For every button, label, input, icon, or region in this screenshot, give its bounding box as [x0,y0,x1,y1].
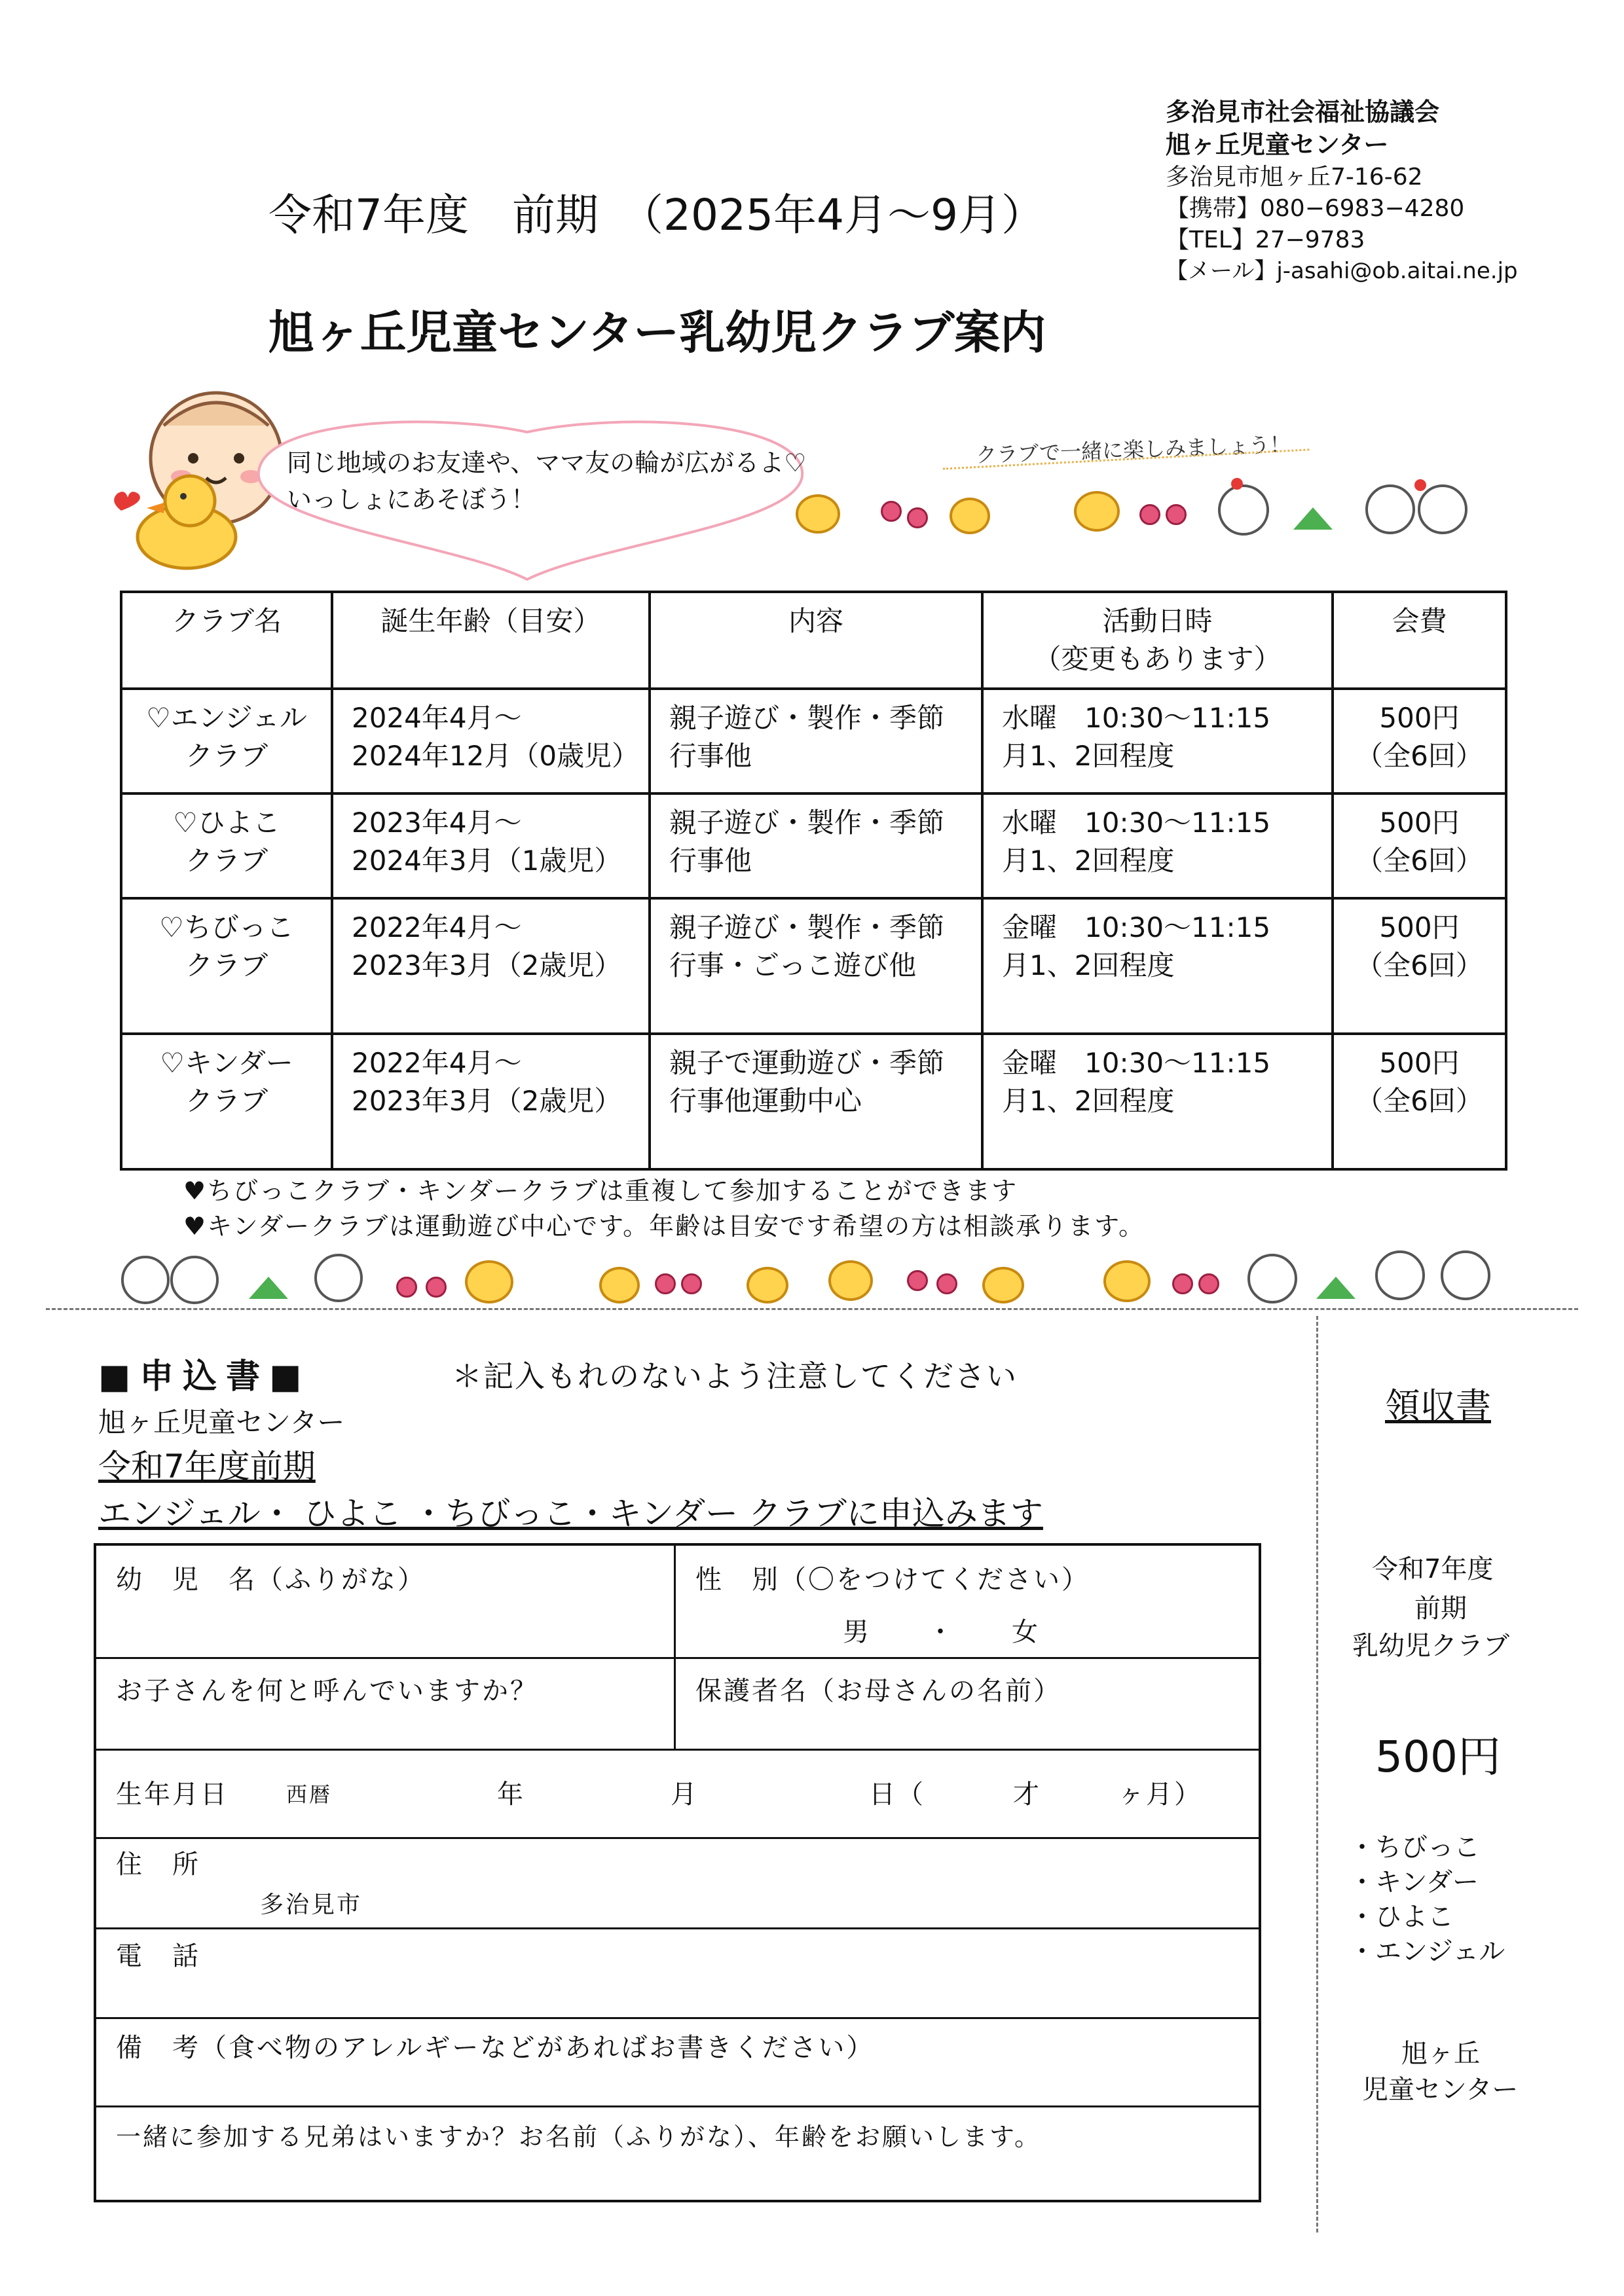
fee-cell: 500円 （全6回） [1333,1034,1506,1169]
age-cell: 2023年4月～ 2024年3月（1歳児） [332,793,650,898]
flower-icon [907,507,928,528]
hen-icon [314,1254,363,1302]
age-cell: 2022年4月～ 2023年3月（2歳児） [332,898,650,1034]
table-header-row [121,592,1506,689]
phone-field[interactable]: 電 話 [116,1941,200,1971]
form-row-divider [96,2105,1259,2107]
chick-icon [982,1267,1024,1303]
form-col-divider [674,1546,676,1749]
chick-icon [747,1267,788,1303]
receipt-club-1: ・ちびっこ [1349,1832,1480,1863]
content-cell: 親子遊び・製作・季節 行事・ごっこ遊び他 [650,898,982,1034]
receipt-issuer-2: 児童センター [1362,2075,1519,2105]
flower-icon [396,1277,417,1298]
receipt-title: 領収書 [1385,1385,1491,1427]
content-cell: 親子遊び・製作・季節 行事他 [650,689,982,793]
comb-icon [1231,478,1243,490]
cut-line-vertical [1316,1316,1318,2232]
flower-icon [426,1277,447,1298]
gender-options[interactable]: 男 ・ 女 [843,1617,1040,1647]
flower-icon [681,1273,702,1294]
address-field[interactable]: 住 所 [116,1850,200,1880]
club-table [120,591,1507,1171]
club-name-cell: ♡ちびっこ クラブ [121,898,332,1034]
table-row [121,689,1506,793]
col-header-age: 誕生年齢（目安） [332,592,650,689]
col-header-club: クラブ名 [121,592,332,689]
form-row-divider [96,1837,1259,1839]
term-title: 令和7年度 前期 （2025年4月～9月） [268,190,1044,240]
col-header-content: 内容 [650,592,982,689]
col-header-schedule: 活動日時 （変更もあります） [982,592,1333,689]
content-cell: 親子遊び・製作・季節 行事他 [650,793,982,898]
seireki-label: 西暦 [286,1782,333,1807]
siblings-field[interactable]: 一緒に参加する兄弟はいますか？お名前（ふりがな）、年齢をお願いします。 [116,2123,1041,2151]
hen-icon [170,1256,219,1304]
banner-text: クラブで一緒に楽しみましょう！ [975,431,1291,468]
page-title: 旭ヶ丘児童センター乳幼児クラブ案内 [268,306,1046,359]
form-row-divider [96,2017,1259,2019]
center-name: 旭ヶ丘児童センター [1166,130,1389,159]
schedule-cell: 水曜 10:30～11:15 月1、2回程度 [982,793,1333,898]
age-cell: 2024年4月～ 2024年12月（0歳児） [332,689,650,793]
cut-line-horizontal [46,1308,1578,1310]
month-label: 月 [671,1779,699,1810]
note-2: ♥キンダークラブは運動遊び中心です。年齢は目安です希望の方は相談承ります。 [183,1212,1145,1241]
schedule-cell: 金曜 10:30～11:15 月1、2回程度 [982,1034,1333,1169]
club-name-cell: ♡キンダー クラブ [121,1034,332,1169]
chick-icon [465,1260,513,1303]
receipt-club-3: ・ひよこ [1349,1902,1454,1932]
content-cell: 親子で運動遊び・季節 行事他運動中心 [650,1034,982,1169]
flower-icon [907,1270,928,1291]
guardian-field[interactable]: 保護者名（お母さんの名前） [695,1676,1061,1706]
bubble-text-2: いっしょにあそぼう！ [287,485,536,514]
receipt-club-4: ・エンジェル [1349,1937,1505,1967]
club-name-cell: ♡エンジェル クラブ [121,689,332,793]
col-header-schedule-sub: （変更もあります） [1033,643,1282,675]
grass-icon [1316,1277,1356,1299]
schedule-cell: 金曜 10:30～11:15 月1、2回程度 [982,898,1333,1034]
flower-icon [936,1273,957,1294]
org-mail: 【メール】j-asahi@ob.aitai.ne.jp [1166,258,1518,284]
form-row-divider [96,1927,1259,1929]
org-tel: 【TEL】27−9783 [1166,227,1365,253]
note-1: ♥ちびっこクラブ・キンダークラブは重複して参加することができます [183,1176,1018,1205]
form-row-divider [96,1749,1259,1751]
remarks-field[interactable]: 備 考（食べ物のアレルギーなどがあればお書きください） [116,2033,875,2063]
year-label: 年 [497,1779,525,1810]
table-row [121,1034,1506,1169]
chick-icon [828,1260,873,1301]
chick-icon [796,494,840,534]
bubble-text-1: 同じ地域のお友達や、ママ友の輪が広がるよ♡ [287,448,807,477]
form-heading: ■申込書■ [98,1357,311,1396]
day-label: 日（ [869,1779,925,1810]
form-term: 令和7年度前期 [98,1448,316,1485]
form-apply: エンジェル・ ひよこ ・ちびっこ・キンダー クラブに申込みます [98,1495,1043,1533]
city-label: 多治見市 [260,1891,363,1918]
receipt-year: 令和7年度 [1372,1554,1494,1584]
receipt-amount: 500円 [1375,1732,1501,1782]
flower-icon [1198,1273,1219,1294]
org-mobile: 【携帯】080−6983−4280 [1166,195,1465,222]
flower-icon [1166,504,1187,525]
receipt-club: 乳幼児クラブ [1352,1631,1509,1661]
col-header-fee: 会費 [1333,592,1506,689]
flower-icon [881,501,902,522]
org-address: 多治見市旭ヶ丘7-16-62 [1166,164,1423,191]
fee-cell: 500円 （全6回） [1333,898,1506,1034]
table-row [121,793,1506,898]
grass-icon [1293,507,1333,530]
fee-cell: 500円 （全6回） [1333,689,1506,793]
age-months-label: ヶ月） [1118,1779,1202,1810]
nickname-field[interactable]: お子さんを何と呼んでいますか？ [116,1676,538,1706]
flower-icon [1139,504,1160,525]
chick-icon [1074,491,1120,532]
child-name-field[interactable]: 幼 児 名（ふりがな） [116,1565,426,1595]
hen-icon [1418,484,1467,534]
hen-icon [1375,1250,1425,1300]
receipt-club-2: ・キンダー [1349,1867,1479,1897]
hen-icon [1218,484,1269,536]
org-name: 多治見市社会福祉協議会 [1166,98,1440,126]
hen-icon [1365,484,1415,534]
application-form [94,1543,1261,2202]
hen-icon [1247,1254,1297,1303]
age-years-label: 才 [1013,1779,1041,1810]
chick-icon [1103,1260,1151,1302]
hen-icon [121,1256,170,1304]
form-to: 旭ヶ丘児童センター [98,1406,345,1438]
chick-icon [950,498,990,534]
gender-label: 性 別（〇をつけてください） [695,1565,1090,1595]
age-cell: 2022年4月～ 2023年3月（2歳児） [332,1034,650,1169]
flower-icon [655,1273,676,1294]
grass-icon [249,1277,288,1299]
table-row [121,898,1506,1034]
form-row-divider [96,1657,1259,1659]
schedule-cell: 水曜 10:30～11:15 月1、2回程度 [982,689,1333,793]
receipt-issuer-1: 旭ヶ丘 [1401,2039,1480,2069]
birthdate-label[interactable]: 生年月日 [116,1779,229,1810]
chick-icon [599,1267,640,1303]
receipt-term: 前期 [1414,1594,1467,1624]
form-caution: ＊記入もれのないよう注意してください [452,1358,1018,1394]
club-name-cell: ♡ひよこ クラブ [121,793,332,898]
fee-cell: 500円 （全6回） [1333,793,1506,898]
hen-icon [1441,1250,1490,1300]
flower-icon [1172,1273,1193,1294]
heart-icon [1414,479,1426,491]
